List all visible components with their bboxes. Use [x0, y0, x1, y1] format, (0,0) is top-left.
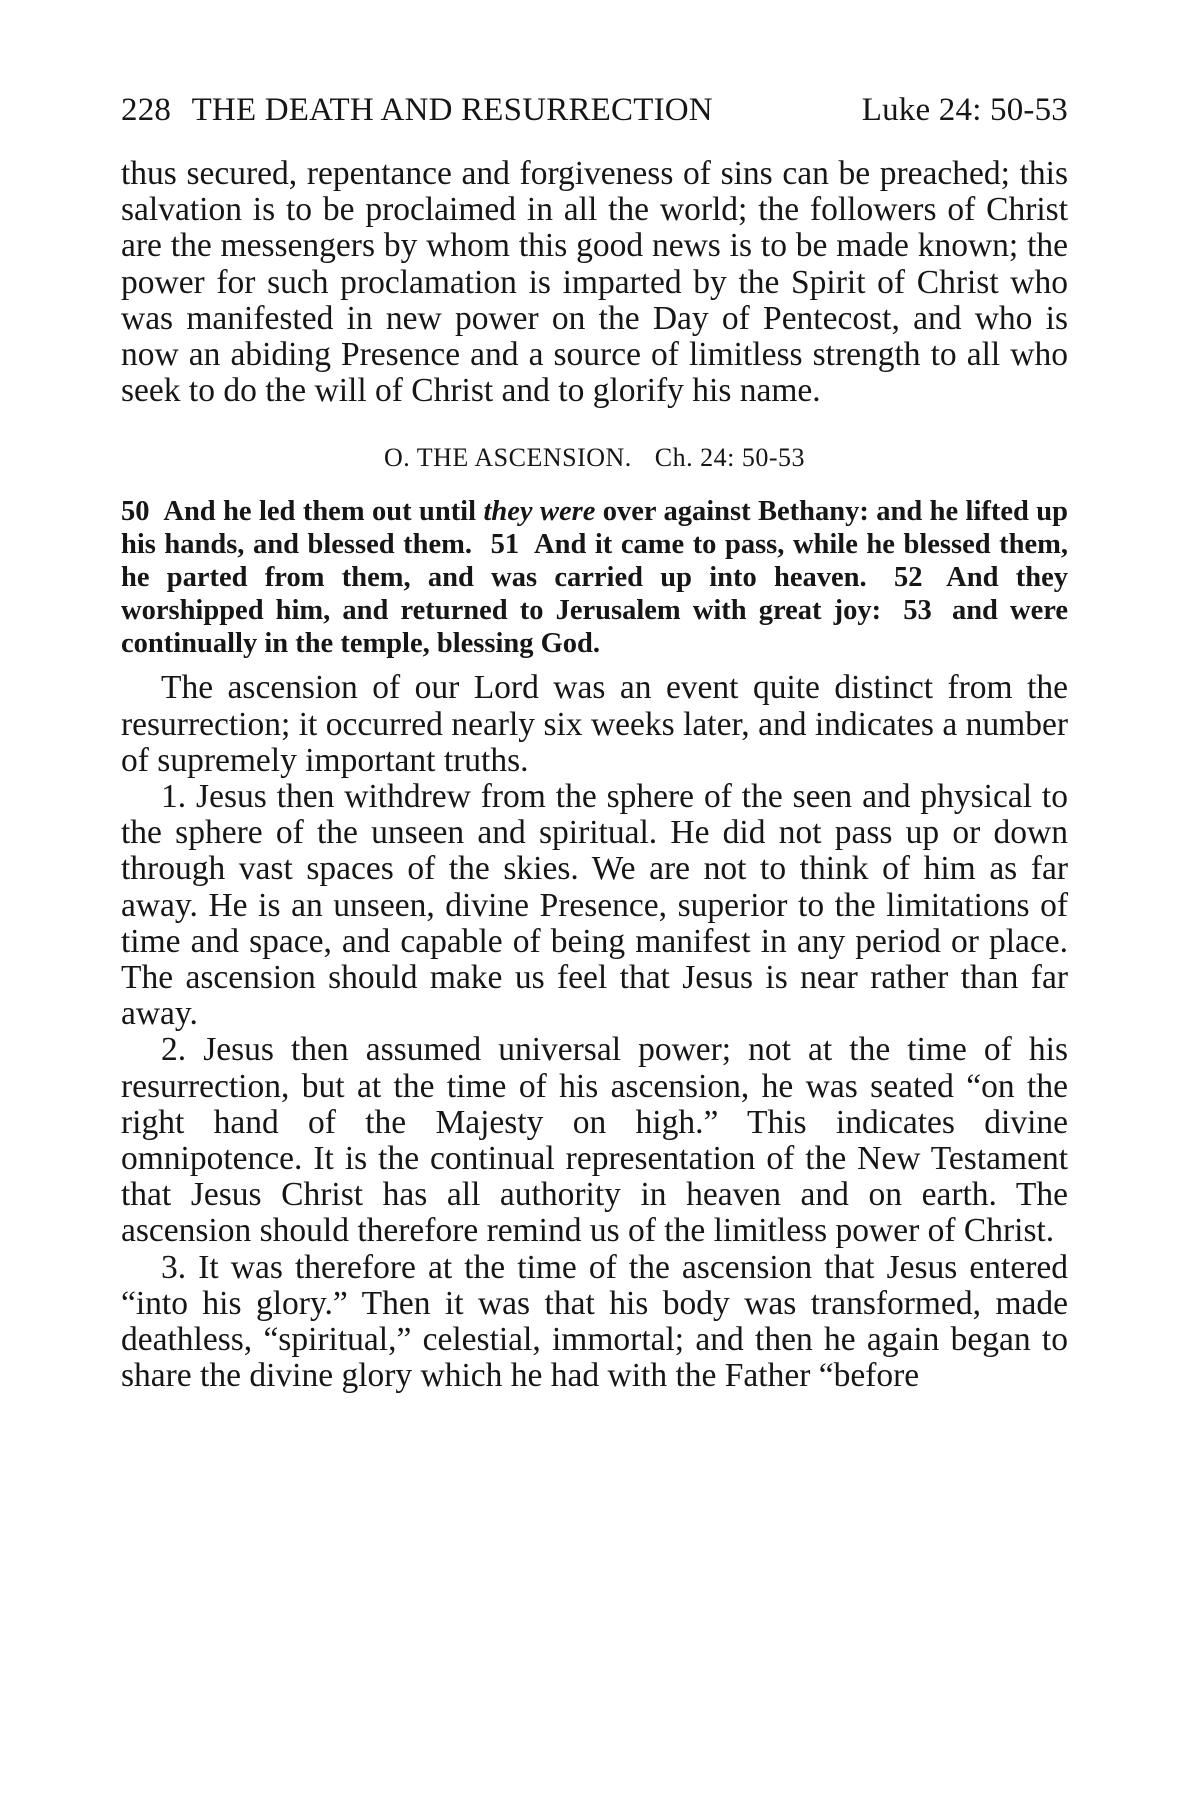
verse-number-51: 51 [490, 529, 520, 561]
verse-50-text-b: over against Bethany: and he lifted up his hands, and blessed them. [121, 496, 1068, 561]
running-head [121, 88, 1068, 132]
commentary-point-1: 1. Jesus then withdrew from the sphere of the seen and physical to the sphere of the unseen and spiritual. He did not pass up or down through vast spaces of the skies. We are not to think of him as far away. He is an unseen, divine Presence, superior to the limitations of time and space, and capable of being manifest in any period or place. The ascension should make us feel that Jesus is near rather than far away. [121, 778, 1068, 1033]
verse-52-text: And they worshipped him, and returned to Jerusalem with great joy: [121, 562, 1068, 627]
opening-paragraph: thus secured, repentance and forgiveness of sins can be preached; this salvation is to be proclaimed in all the world; the followers of Christ are the messengers by whom this good news is to be made known; the power for such proclamation is imparted by the Spirit of Christ who was manifested in new power on the Day of Pentecost, and who is now an abiding Presence and a source of limitless strength to all who seek to do the will of Christ and to glorify his name. [121, 155, 1068, 410]
section-reference: Ch. 24: 50-53 [654, 443, 806, 473]
book-page [121, 88, 1068, 1394]
page-number: 228 [121, 92, 172, 128]
commentary [121, 670, 1068, 1394]
verse-number-53: 53 [903, 595, 932, 627]
commentary-point-3: 3. It was therefore at the time of the ascension that Jesus entered “into his glory.” Then it was that his body was transformed, made deathless, “spiritual,” celestial, immortal; and then he again began to share the divine glory which he had with the Father “before [121, 1248, 1068, 1395]
commentary-point-2: 2. Jesus then assumed universal power; not at the time of his resurrection, but at the time of his ascension, he was seated “on the right hand of the Majesty on high.” This indicates divine omnipotence. It is the continual representation of the New Testament that Jesus Christ has all authority in heaven and on earth. The ascension should therefore remind us of the limitless power of Christ. [121, 1031, 1068, 1250]
verse-50-italic: they were [483, 496, 596, 528]
running-title: THE DEATH AND RESURRECTION [191, 92, 713, 128]
verse-53-text: and were continually in the temple, blessing God. [121, 595, 1069, 660]
running-head-left [121, 88, 713, 132]
running-reference: Luke 24: 50-53 [861, 92, 1068, 128]
verse-number-50: 50 [121, 496, 150, 528]
scripture-passage [121, 495, 1068, 660]
verse-50-text-a: And he led them out until [163, 496, 477, 528]
commentary-intro: The ascension of our Lord was an event quite distinct from the resurrection; it occurred nearly six weeks later, and indicates a number of supremely important truths. [121, 669, 1068, 779]
section-heading [121, 441, 1068, 475]
section-title: O. THE ASCENSION. [383, 443, 632, 473]
verse-number-52: 52 [893, 562, 923, 594]
verse-51-text: And it came to pass, while he blessed them, he parted from them, and was carried up into heaven. [121, 529, 1068, 594]
